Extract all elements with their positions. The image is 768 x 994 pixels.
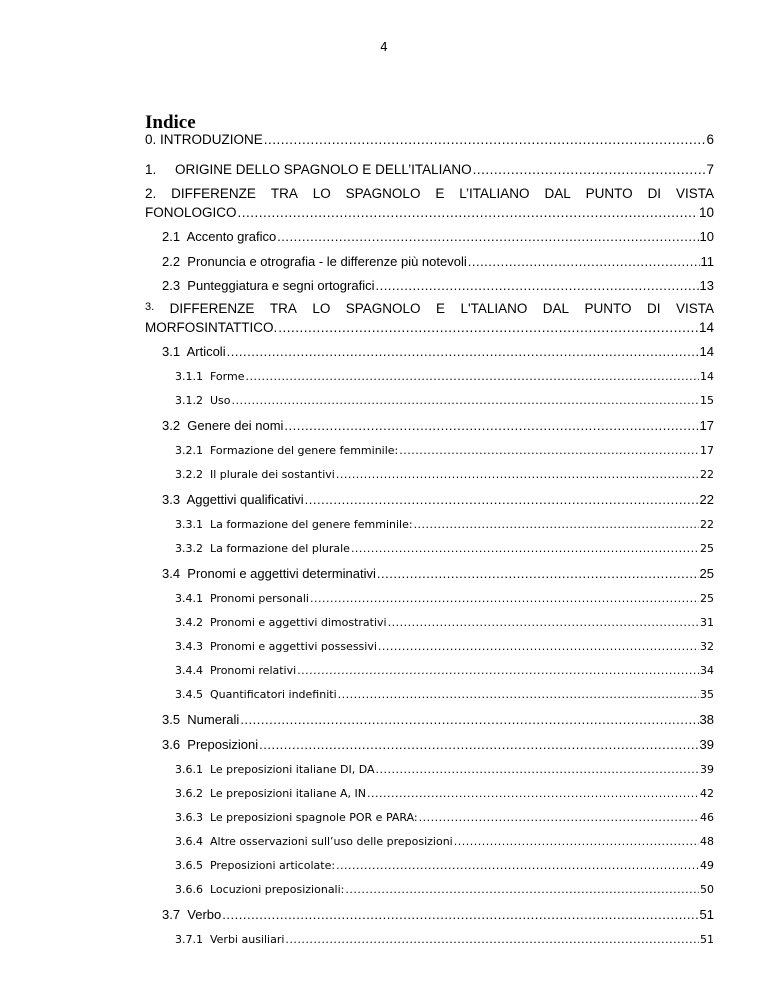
toc-entry-label: 3.3.1 La formazione del genere femminile: [175, 518, 413, 531]
toc-entry-page: 14 [700, 370, 714, 383]
toc-entry-wrapped[interactable] [145, 186, 714, 201]
toc-entry[interactable] [175, 640, 714, 653]
toc-entry-label: 3.4.2 Pronomi e aggettivi dimostrativi [175, 616, 387, 629]
dot-leader [240, 712, 698, 727]
toc-entry-page: 32 [700, 640, 714, 653]
dot-leader [232, 394, 700, 407]
toc-entry-page: 17 [700, 444, 714, 457]
word: DI [646, 301, 661, 316]
dot-leader [336, 859, 699, 872]
toc-entry-page: 39 [699, 737, 714, 752]
toc-entry-page: 42 [700, 787, 714, 800]
toc-entry[interactable] [175, 859, 714, 872]
word: 3. [145, 301, 155, 313]
toc-entry-label: 3.7 Verbo [162, 907, 222, 922]
dot-leader [375, 278, 698, 293]
toc-entry-page: 31 [700, 616, 714, 629]
dot-leader [297, 664, 699, 677]
word: SPAGNOLO [345, 186, 421, 201]
toc-entry[interactable] [175, 616, 714, 629]
toc-entry-label: MORFOSINTATTICO. [145, 320, 278, 335]
toc-entry[interactable] [175, 370, 714, 383]
dot-leader [278, 320, 698, 335]
dot-leader [454, 835, 699, 848]
toc-entry[interactable] [175, 811, 714, 824]
dot-leader [264, 132, 706, 147]
toc-entry-label: 3.6.5 Preposizioni articolate: [175, 859, 336, 872]
toc-entry-page: 13 [699, 278, 714, 293]
word: DI [647, 186, 662, 201]
word: TRA [270, 186, 298, 201]
toc-entry-page: 51 [700, 933, 714, 946]
dot-leader [277, 229, 698, 244]
word: DIFFERENZE [169, 301, 255, 316]
toc-entry-label: 3.4.4 Pronomi relativi [175, 664, 297, 677]
dot-leader [238, 205, 698, 220]
toc-entry-label: 3.4 Pronomi e aggettivi determinativi [162, 566, 376, 581]
word: DAL [542, 301, 570, 316]
word: DAL [544, 186, 571, 201]
toc-entry[interactable] [175, 883, 714, 896]
toc-entry-label: 3.7.1 Verbi ausiliari [175, 933, 285, 946]
dot-leader [351, 542, 699, 555]
toc-entry[interactable] [175, 394, 714, 407]
word: L’ITALIANO [459, 186, 530, 201]
toc-entry-page: 39 [700, 763, 714, 776]
toc-entry[interactable] [162, 344, 714, 359]
dot-leader [245, 370, 699, 383]
toc-entry-label: 3.6.6 Locuzioni preposizionali: [175, 883, 345, 896]
dot-leader [473, 162, 706, 177]
toc-entry-page: 46 [700, 811, 714, 824]
toc-entry[interactable] [175, 664, 714, 677]
toc-entry-page: 51 [699, 907, 714, 922]
toc-entry-label: 3.1.1 Forme [175, 370, 245, 383]
dot-leader [419, 811, 699, 824]
toc-entry-first-line [145, 186, 714, 201]
toc-entry[interactable] [145, 320, 714, 335]
toc-entry-label: FONOLOGICO [145, 205, 237, 220]
toc-entry-label: 3.4.3 Pronomi e aggettivi possessivi [175, 640, 377, 653]
dot-leader [336, 468, 699, 481]
toc-entry-page: 7 [706, 162, 714, 177]
toc-entry-page: 10 [698, 205, 714, 220]
toc-entry[interactable] [175, 763, 714, 776]
dot-leader [345, 883, 699, 896]
toc-entry-page: 48 [700, 835, 714, 848]
toc-entry-page: 25 [700, 542, 714, 555]
toc-entry-label: 3.1.2 Uso [175, 394, 231, 407]
toc-entry[interactable] [175, 444, 714, 457]
toc-entry-label: 3.2.2 Il plurale dei sostantivi [175, 468, 335, 481]
toc-entry-label: 2.3 Punteggiatura e segni ortografici [162, 278, 375, 293]
toc-entry[interactable] [175, 518, 714, 531]
toc-entry-label: 0. INTRODUZIONE [145, 132, 263, 147]
dot-leader [376, 763, 699, 776]
toc-entry[interactable] [162, 492, 714, 507]
toc-entry-label: 3.6.1 Le preposizioni italiane DI, DA [175, 763, 375, 776]
dot-leader [338, 688, 699, 701]
toc-entry-page: 11 [700, 254, 714, 269]
toc-entry-page: 17 [699, 418, 714, 433]
toc-entry-label: 3.6.2 Le preposizioni italiane A, IN [175, 787, 366, 800]
dot-leader [305, 492, 699, 507]
toc-entry[interactable] [162, 737, 714, 752]
dot-leader [259, 737, 698, 752]
toc-entry-wrapped[interactable] [145, 301, 714, 316]
toc-entry-page: 22 [700, 518, 714, 531]
toc-entry-first-line [145, 301, 714, 316]
toc-entry[interactable] [162, 254, 714, 269]
word: E [436, 301, 446, 316]
toc-entry-page: 34 [700, 664, 714, 677]
toc-entry-label: 3.5 Numerali [162, 712, 240, 727]
toc-entry-page: 14 [699, 344, 714, 359]
dot-leader [414, 518, 699, 531]
toc-entry[interactable] [175, 688, 714, 701]
toc-entry[interactable] [162, 418, 714, 433]
word: TRA [269, 301, 297, 316]
toc-entry-page: 35 [700, 688, 714, 701]
dot-leader [285, 933, 699, 946]
word: LO [312, 186, 331, 201]
word: E [435, 186, 445, 201]
dot-leader [377, 566, 699, 581]
toc-entry-page: 14 [698, 320, 714, 335]
toc-entry-label: 3.3.2 La formazione del plurale [175, 542, 350, 555]
toc-entry-page: 10 [699, 229, 714, 244]
page-number: 4 [380, 40, 388, 54]
dot-leader [227, 344, 699, 359]
toc-entry-label: 3.6 Preposizioni [162, 737, 259, 752]
toc-entry[interactable] [162, 712, 714, 727]
toc-entry[interactable] [162, 229, 714, 244]
toc-entry[interactable] [145, 205, 714, 220]
word: LO [312, 301, 331, 316]
dot-leader [399, 444, 699, 457]
dot-leader [378, 640, 699, 653]
toc-entry-label: 3.6.4 Altre osservazioni sull’uso delle preposizioni [175, 835, 453, 848]
toc-entry[interactable] [175, 835, 714, 848]
word: PUNTO [585, 186, 633, 201]
toc-entry-label: 3.2.1 Formazione del genere femminile: [175, 444, 399, 457]
dot-leader [284, 418, 698, 433]
toc-entry-label: 3.4.5 Quantificatori indefiniti [175, 688, 337, 701]
toc-entry-page: 25 [699, 566, 714, 581]
dot-leader [310, 592, 699, 605]
toc-entry-page: 22 [699, 492, 714, 507]
toc-entry-page: 25 [700, 592, 714, 605]
word: L'TALIANO [460, 301, 528, 316]
toc-entry-page: 38 [699, 712, 714, 727]
toc-entry[interactable] [175, 542, 714, 555]
toc-title: Indice [145, 112, 196, 133]
word: DIFFERENZE [171, 186, 256, 201]
word: 2. [145, 186, 157, 201]
toc-entry[interactable] [175, 787, 714, 800]
toc-entry[interactable] [162, 566, 714, 581]
toc-entry-page: 50 [700, 883, 714, 896]
toc-entry-label: 3.2 Genere dei nomi [162, 418, 284, 433]
toc-entry-label: 2.1 Accento grafico [162, 229, 277, 244]
toc-entry[interactable] [175, 468, 714, 481]
dot-leader [222, 907, 698, 922]
toc-entry-page: 15 [700, 394, 714, 407]
word: SPAGNOLO [345, 301, 421, 316]
word: PUNTO [584, 301, 632, 316]
dot-leader [468, 254, 700, 269]
toc-entry-label: 2.2 Pronuncia e otrografia - le differenze più notevoli [162, 254, 467, 269]
word: VISTA [675, 301, 714, 316]
toc-entry-page: 6 [706, 132, 714, 147]
toc-entry[interactable] [145, 162, 714, 177]
word: VISTA [675, 186, 714, 201]
toc-entry[interactable] [162, 278, 714, 293]
toc-entry-label: 3.3 Aggettivi qualificativi [162, 492, 304, 507]
toc-entry[interactable] [162, 907, 714, 922]
toc-entry-page: 22 [700, 468, 714, 481]
toc-entry-label: 1. ORIGINE DELLO SPAGNOLO E DELL’ITALIANO [145, 162, 472, 177]
toc-entry[interactable] [175, 592, 714, 605]
toc-entry-label: 3.1 Articoli [162, 344, 226, 359]
toc-entry[interactable] [145, 132, 714, 147]
toc-entry-label: 3.4.1 Pronomi personali [175, 592, 309, 605]
toc-entry-page: 49 [700, 859, 714, 872]
toc-entry-label: 3.6.3 Le preposizioni spagnole POR e PARA: [175, 811, 418, 824]
dot-leader [367, 787, 699, 800]
toc-entry[interactable] [175, 933, 714, 946]
dot-leader [388, 616, 699, 629]
